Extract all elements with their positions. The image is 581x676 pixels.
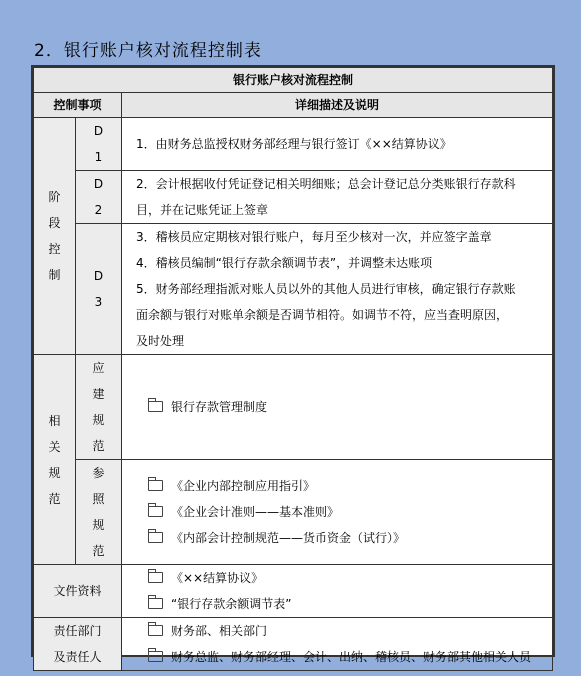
table-title: 银行账户核对流程控制 [34,68,553,93]
stage-code-d3: D 3 [76,224,122,355]
list-item: 《××结算协议》 [148,565,552,591]
list-item: 《内部会计控制规范——货币资金（试行）》 [148,525,552,551]
folder-icon [148,401,163,412]
norms-type-build: 应 建 规 范 [76,355,122,460]
documents-label: 文件资料 [34,565,122,618]
related-norms-label: 相 关 规 范 [34,355,76,565]
responsibility-list [122,618,553,671]
norms-type-reference: 参 照 规 范 [76,460,122,565]
norms-reference-list [122,460,553,565]
folder-icon [148,625,163,636]
folder-icon [148,572,163,583]
stage-desc-d1: 1．由财务总监授权财务部经理与银行签订《××结算协议》 [122,118,553,171]
folder-icon [148,532,163,543]
list-item: 财务部、相关部门 [148,618,552,644]
stage-code-d1: D 1 [76,118,122,171]
list-item: 财务总监、财务部经理、会计、出纳、稽核员、财务部其他相关人员 [148,644,552,670]
folder-icon [148,480,163,491]
stage-desc-d3: 3．稽核员应定期核对银行账户，每月至少核对一次，并应签字盖章 4．稽核员编制“银行存款余额调节表”，并调整未达账项 5．财务部经理指派对账人员以外的其他人员进行审核，确定银行存款账 面余额与银行对账单余额是否调节相符。如调节不符，应当查明原因， 及时处理 [122,224,553,355]
page-title: 2．银行账户核对流程控制表 [34,41,262,61]
stage-desc-d2: 2．会计根据收付凭证登记相关明细账；总会计登记总分类账银行存款科 目，并在记账凭证上签章 [122,171,553,224]
list-item: 《企业会计准则——基本准则》 [148,499,552,525]
control-table [31,65,555,664]
list-item: 《企业内部控制应用指引》 [148,473,552,499]
stage-control-label: 阶 段 控 制 [34,118,76,355]
folder-icon [148,598,163,609]
col-header-item: 控制事项 [34,93,122,118]
documents-list [122,565,553,618]
stage-code-d2: D 2 [76,171,122,224]
folder-icon [148,506,163,517]
responsibility-label: 责任部门 及责任人 [34,618,122,671]
col-header-detail: 详细描述及说明 [122,93,553,118]
list-item: “银行存款余额调节表” [148,591,552,617]
norms-build-list [122,355,553,460]
list-item: 银行存款管理制度 [148,394,552,420]
folder-icon [148,651,163,662]
